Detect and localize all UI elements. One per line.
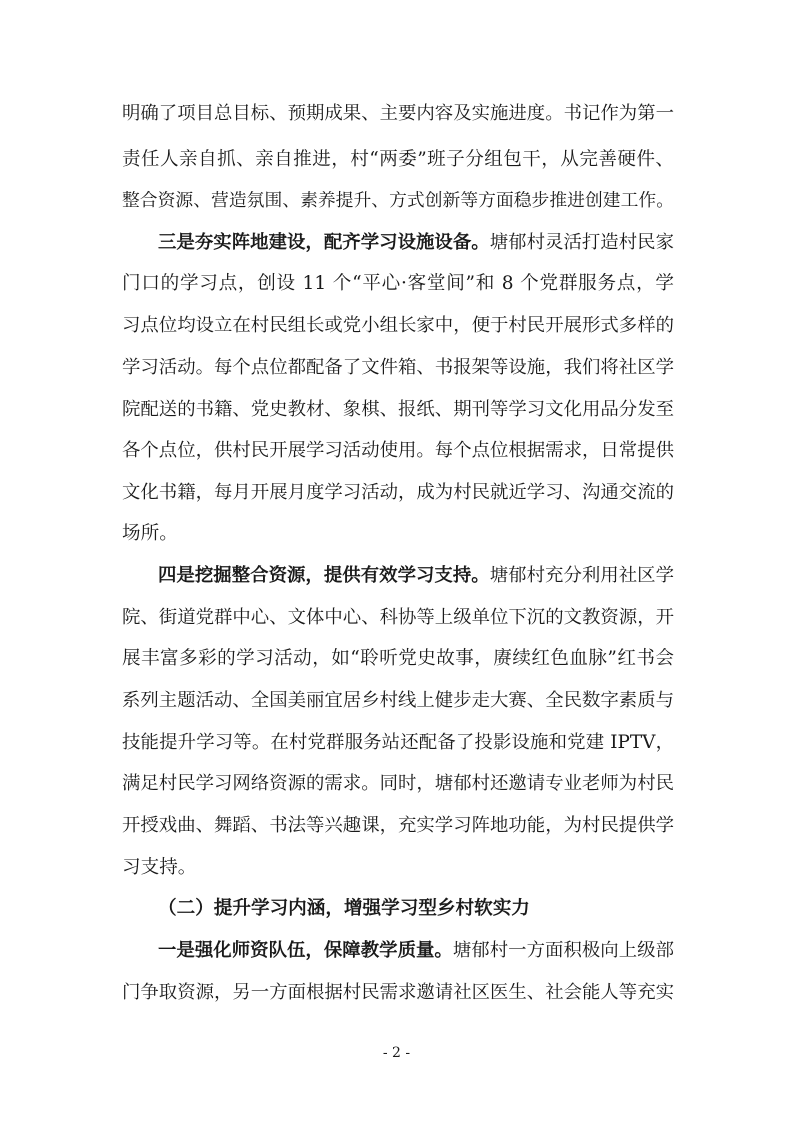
paragraph-line: 一是强化师资队伍，保障教学质量。塘郁村一方面积极向上级部 <box>158 940 674 961</box>
paragraph-line: 明确了项目总目标、预期成果、主要内容及实施进度。书记作为第一 <box>122 103 674 124</box>
paragraph-line: 学习活动。每个点位都配备了文件箱、书报架等设施，我们将社区学 <box>122 357 674 378</box>
section-lead-heading: 三是夯实阵地建设，配齐学习设施设备。 <box>158 232 490 253</box>
paragraph-line: 责任人亲自抓、亲自推进，村“两委”班子分组包干，从完善硬件、 <box>122 149 674 170</box>
paragraph-line: 三是夯实阵地建设，配齐学习设施设备。塘郁村灵活打造村民家 <box>158 232 674 253</box>
paragraph-line: 门争取资源，另一方面根据村民需求邀请社区医生、社会能人等充实 <box>122 982 674 1003</box>
paragraph-line: 技能提升学习等。在村党群服务站还配备了投影设施和党建 IPTV， <box>122 732 674 753</box>
section-lead-heading: 一是强化师资队伍，保障教学质量。 <box>158 940 453 961</box>
page-number: - 2 - <box>382 1045 411 1061</box>
paragraph-line: 满足村民学习网络资源的需求。同时，塘郁村还邀请专业老师为村民 <box>122 773 674 794</box>
paragraph-line: 整合资源、营造氛围、素养提升、方式创新等方面稳步推进创建工作。 <box>122 190 674 211</box>
paragraph-line: 四是挖掘整合资源，提供有效学习支持。塘郁村充分利用社区学 <box>158 565 674 586</box>
paragraph-line: 系列主题活动、全国美丽宜居乡村线上健步走大赛、全民数字素质与 <box>122 690 674 711</box>
section-lead-heading: 四是挖掘整合资源，提供有效学习支持。 <box>158 565 490 586</box>
paragraph-line: 门口的学习点，创设 11 个“平心·客堂间”和 8 个党群服务点，学 <box>122 273 674 294</box>
paragraph-line: 习支持。 <box>122 857 197 878</box>
section-heading: （二）提升学习内涵，增强学习型乡村软实力 <box>158 898 530 919</box>
paragraph-line: 文化书籍，每月开展月度学习活动，成为村民就近学习、沟通交流的 <box>122 482 674 503</box>
paragraph-line: 场所。 <box>122 523 178 544</box>
paragraph-line: 展丰富多彩的学习活动，如“聆听党史故事，赓续红色血脉”红书会 <box>122 648 674 669</box>
paragraph-line: 习点位均设立在村民组长或党小组长家中，便于村民开展形式多样的 <box>122 315 674 336</box>
paragraph-line: 各个点位，供村民开展学习活动使用。每个点位根据需求，日常提供 <box>122 440 674 461</box>
paragraph-line: 开授戏曲、舞蹈、书法等兴趣课，充实学习阵地功能，为村民提供学 <box>122 815 674 836</box>
paragraph-line: 院、街道党群中心、文体中心、科协等上级单位下沉的文教资源，开 <box>122 607 674 628</box>
paragraph-line: 院配送的书籍、党史教材、象棋、报纸、期刊等学习文化用品分发至 <box>122 399 674 420</box>
